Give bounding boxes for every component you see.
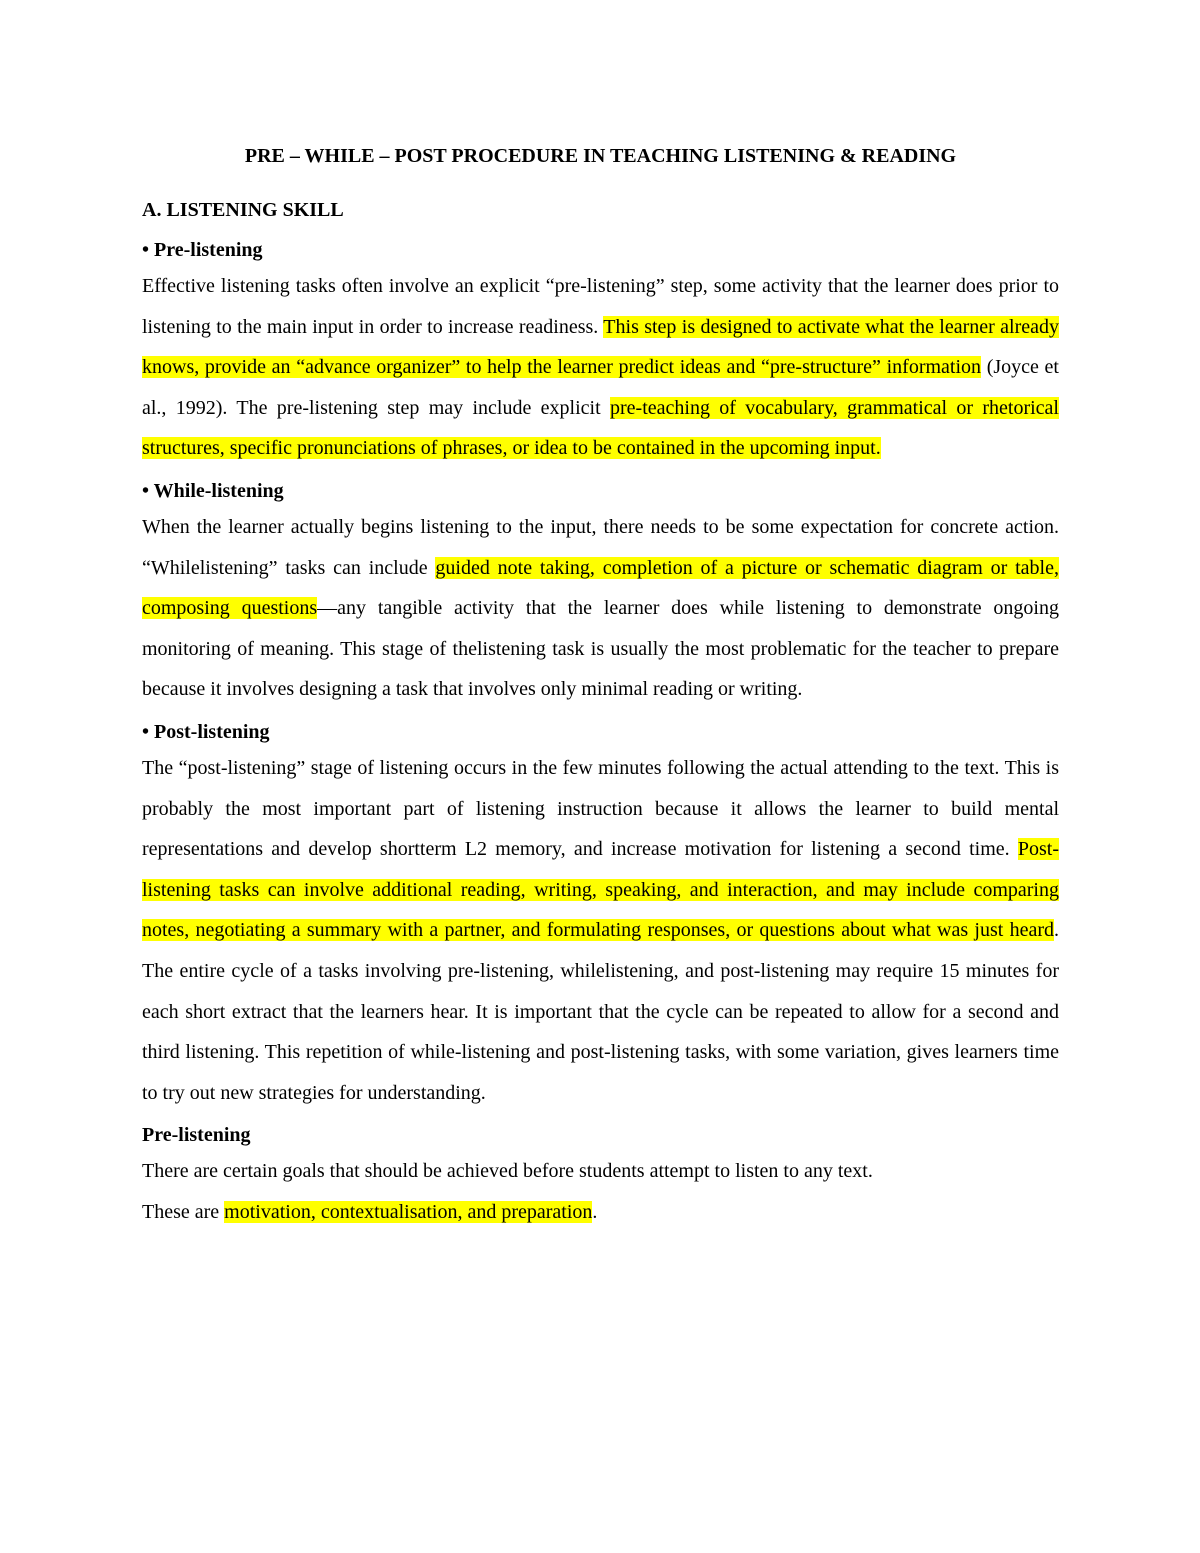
subheading-pre-listening: • Pre-listening bbox=[142, 239, 263, 261]
highlighted-text: motivation, contextualisation, and preparation bbox=[224, 1200, 593, 1223]
highlighted-text: guided note taking, completion of a picture or schematic diagram or table, composing questions bbox=[142, 556, 1059, 620]
paragraph-pre-listening bbox=[142, 266, 1059, 469]
paragraph-post-listening bbox=[142, 748, 1059, 1113]
text-segment: . bbox=[592, 1200, 598, 1223]
highlighted-text: Post-listening tasks can involve additional reading, writing, speaking, and interaction, and may include comparing notes, negotiating a summary with a partner, and formulating responses, or questions about what was just heard bbox=[142, 838, 1059, 942]
highlighted-text: pre-teaching of vocabulary, grammatical or rhetorical structures, specific pronunciations of phrases, or idea to be contained in the upcoming input. bbox=[142, 396, 1059, 460]
highlighted-text: This step is designed to activate what the learner already knows, provide an “advance organizer” to help the learner predict ideas and “pre-structure” information bbox=[142, 315, 1059, 379]
text-segment: There are certain goals that should be achieved before students attempt to listen to any text. bbox=[142, 1160, 873, 1183]
text-segment: When the learner actually begins listening to the input, there needs to be some expectation for concrete action. “Whilelistening” tasks can include bbox=[142, 515, 1059, 579]
paragraph-pre-listening-goals-list bbox=[142, 1192, 1059, 1233]
text-segment: (Joyce et al., 1992). The pre-listening step may include explicit bbox=[142, 356, 1059, 419]
paragraph-pre-listening-goals bbox=[142, 1151, 1059, 1192]
text-segment: . The entire cycle of a tasks involving pre-listening, whilelistening, and post-listening may require 15 minutes for each short extract that the learners hear. It is important that the cycle can be repeated to allow for a second and third listening. This repetition of while-listening and post-listening tasks, with some variation, gives learners time to try out new strategies for understanding. bbox=[142, 919, 1059, 1104]
subheading-post-listening: • Post-listening bbox=[142, 720, 270, 743]
text-segment: These are bbox=[142, 1200, 225, 1223]
document-page bbox=[142, 140, 1059, 1232]
document-title: PRE – WHILE – POST PROCEDURE IN TEACHING LISTENING & READING bbox=[244, 145, 957, 167]
text-segment: —any tangible activity that the learner does while listening to demonstrate ongoing monitoring of meaning. This stage of thelistening task is usually the most problematic for the teacher to prepare because it involves designing a task that involves only minimal reading or writing. bbox=[142, 597, 1059, 701]
text-segment: The “post-listening” stage of listening occurs in the few minutes following the actual attending to the text. This is probably the most important part of listening instruction because it allows the learner to build mental representations and develop shortterm L2 memory, and increase motivation for listening a second time. bbox=[142, 756, 1059, 861]
text-segment: Effective listening tasks often involve an explicit “pre-listening” step, some activity that the learner does prior to listening to the main input in order to increase readiness. bbox=[142, 275, 1059, 338]
subheading-pre-listening-2: Pre-listening bbox=[142, 1124, 251, 1147]
section-heading-listening-skill: A. LISTENING SKILL bbox=[142, 199, 344, 221]
paragraph-while-listening bbox=[142, 507, 1059, 710]
subheading-while-listening: • While-listening bbox=[142, 479, 284, 502]
